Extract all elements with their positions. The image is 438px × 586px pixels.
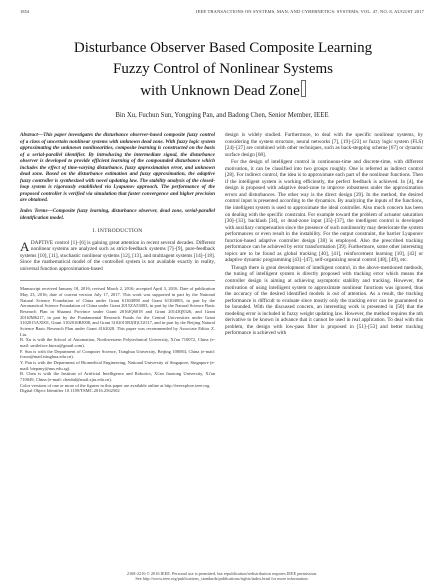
title-line-1: Disturbance Observer Based Composite Learning (73, 40, 373, 56)
footnote-divider (20, 280, 215, 281)
introduction-text: DAPTIVE control [1]–[6] is gaining great attention in recent several decades. Different nonlinear systems are analyzed such as strict-feedback systems [7]–[9], pure-feedback systems [10], [11], stochastic nonlinear systems [12], [13], and multiagent systems [14]–[18]. Since the mathematical model of the controlled system is not available exactly in reality, universal function approximation-based (20, 239, 215, 272)
right-column (225, 132, 423, 338)
index-terms-text: Composite fuzzy learning, disturbance observer, dead zone, serial-parallel identification model. (20, 208, 215, 221)
author-list: Bin Xu, Fuchun Sun, Yongping Pan, and Badong Chen, Senior Member, IEEE (115, 112, 329, 119)
body-paragraph: Though there is great development of intelligent control, in the above-mentioned methods, the tuning of intelligent system is directly proposed with tracking error which means the controller design is aiming at achieving asymptotic stability and tracking. However, the motivation of using intelligent system to approximate nonlinear functions was ignored, thus the accuracy of the desired identified models is out of attention. As a result, the tracking performance is difficult to evaluate since mostly only the tracking error can be guaranteed to be bounded. With the discussed concern, an interesting work is presented in [50] that the modeling error is included in fuzzy weight updating law. However, the method requires the nth derivative to be known in advance that it cannot be used in real application. To deal with this problem, the design with low-pass filter is proposed in [51]–[53] and better tracking performance is achieved with (225, 264, 423, 337)
introduction-paragraph (20, 240, 215, 273)
left-column (20, 132, 215, 394)
abstract-label: Abstract— (20, 132, 44, 138)
index-terms-label: Index Terms— (20, 208, 53, 215)
copyright-line: 2168-2216 © 2016 IEEE. Personal use is permitted, but republication/redistribution requires IEEE permission. (126, 571, 318, 576)
note-author-pan: Y. Pan is with the Department of Biomedical Engineering, National University of Singapore, Singapore (e-mail: biepany@nus.edu.sg). (20, 359, 215, 371)
note-doi: Digital Object Identifier 10.1109/TSMC.2016.2562502 (20, 388, 120, 394)
journal-name: IEEE TRANSACTIONS ON SYSTEMS, MAN, AND CYBERNETICS: SYSTEMS, VOL. 47, NO. 8, AUGUST 2017 (195, 9, 424, 14)
note-manuscript: Manuscript received January 18, 2016; revised March 2, 2016; accepted April 3, 2016. Date of publication May 23, 2016; date of current version July 17, 2017. This work was supported in part by the National Natural Science Foundation of China under Grant 61304098 and Grant 61304003, in part by the Aeronautical Science Foundation of China under Grant 2015ZA53003, in part by the Natural Science Basic Research Plan in Shaanxi Province under Grant 2016JQ6018 and Grant 2014JQ8326, and Grant 2016JM6217, in part by the Fundamental Research Funds for the Central Universities under Grant 3102015AX001, Grant 3102016BJ008, and Grant 3102015BJ(II)CGO17, and in part by the Beijing Natural Science Basic Research Plan under Grant 4162028. This paper was recommended by Associate Editor Z. Liu. (20, 286, 215, 337)
body-paragraph: For the design of intelligent control in continuous-time and discrete-time, with different motivation, it can be classified into two groups roughly. One is referred as indirect control [28]. For indirect control, the idea is to approximate each part of the nonlinear functions. Then if the intelligent system is working efficiently, the perfect feedback is achieved. In [4], the design is proposed with adaptive dead-zone to improve robustness under the approximation errors and disturbances. The other way is the direct design [29]. In the method, the desired control input is presented according to the dynamics. By analyzing the inputs of the functions, the intelligent system is used to approximate the ideal controller. Also much concern has been on dealing with the specific constraint. For example toward the problem of actuator saturation [30]–[33], backlash [34], or dead-zone input [35]–[37], the intelligent control is developed with auxiliary compensation since the presence of such nonlinearity may deteriorate the system performances or even result in the instability. For the output constraint, the barrier Lyapunov function-based adaptive controller design [38] is employed. Also the prescribed tracking performance can be achieved by error transformation [39]. Furthermore, some other interesting topics are to be found as global tracking [40], [41], reinforcement learning [10], [42] or adaptive dynamic programming [43]–[47], self-organizing neural control [48], [49], etc. (225, 159, 423, 264)
section-heading-introduction: I. INTRODUCTION (92, 228, 143, 235)
title-line-2: Fuzzy Control of Nonlinear Systems (113, 61, 333, 77)
paper-title (30, 38, 416, 102)
title-line-3: with Unknown Dead Zone (140, 83, 300, 99)
text-cursor (301, 80, 306, 97)
author-notes (20, 286, 215, 393)
rights-link-line: See http://www.ieee.org/publications_standards/publications/rights/index.html for more information. (135, 576, 309, 582)
page-number: 1854 (20, 9, 30, 14)
abstract (20, 132, 215, 204)
note-author-chen: B. Chen is with the Institute of Artificial Intelligence and Robotics, Xi'an Jiaotong University, Xi'an 710049, China (e-mail: chenbd@mail.xjtu.edu.cn). (20, 371, 215, 382)
drop-cap: A (20, 238, 30, 254)
abstract-text: This paper investigates the disturbance observer-based composite fuzzy control of a class of uncertain nonlinear systems with unknown dead zone. With fuzzy logic system approximating the unknown nonlinearities, composite learning is constructed on the basis of a serial-parallel identifier. By introducing the intermediate signal, the disturbance observer is developed to provide efficient learning of the compounded disturbance which includes the effect of time-varying disturbance, fuzzy approximation error, and unknown dead zone. Based on the disturbance estimation and fuzzy approximation, the adaptive fuzzy controller is synthesized with novel updating law. The stability analysis of the closed-loop system is rigorously established via Lyapunov approach. The performance of the proposed controller is verified via simulation that faster convergence and higher precision are obtained. (20, 132, 215, 204)
running-head (20, 9, 424, 17)
note-color: Color versions of one or more of the figures in this paper are available online at http://ieeexplore.ieee.org. (20, 382, 211, 388)
copyright-footer (20, 571, 424, 581)
note-author-sun: F. Sun is with the Department of Computer Science, Tsinghua University, Beijing 100084, China (e-mail: fcsun@mail.tsinghua.edu.cn). (20, 348, 215, 360)
body-paragraph: design is widely studied. Furthermore, to deal with the specific nonlinear systems, by considering the system structure, neural networks [7], [19]–[23] or fuzzy logic system (FLS) [24]–[27] are combined with other techniques, such as back-stepping scheme [67] or dynamic surface design [68]. (225, 132, 423, 158)
note-author-xu: B. Xu is with the School of Automation, Northwestern Polytechnical University, Xi'an 710072, China (e-mail: smileface.binxu@gmail.com). (20, 337, 215, 348)
title-line-3-wrap (30, 80, 416, 102)
index-terms (20, 208, 215, 221)
